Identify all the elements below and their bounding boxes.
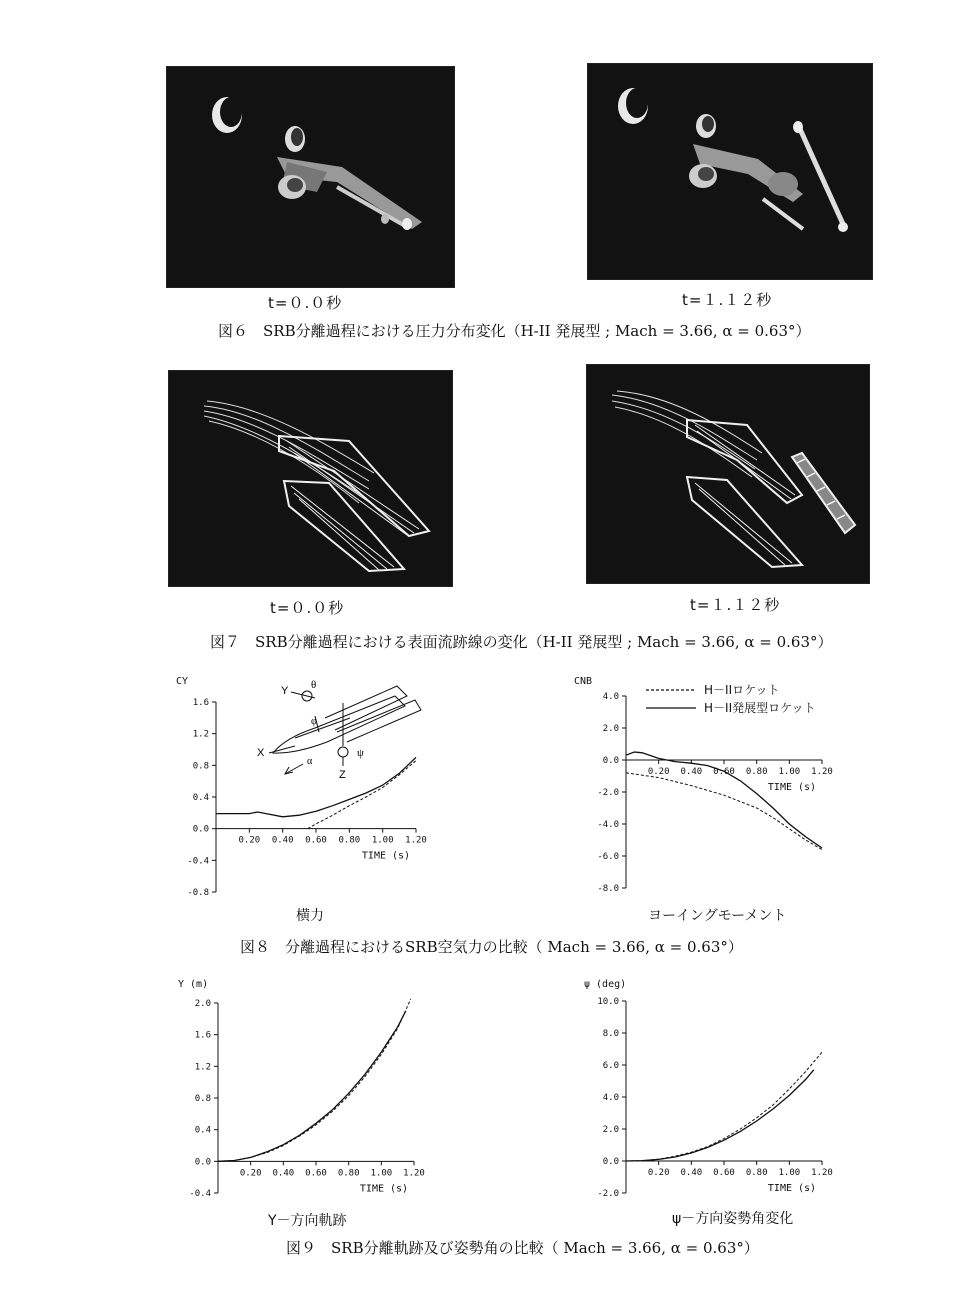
diagram-label-x: X: [257, 747, 265, 759]
fig8-caption: 図８ 分離過程におけるSRB空気力の比較（ Mach = 3.66, α = 0.63°）: [240, 938, 743, 956]
y-tick-label: 1.6: [192, 698, 209, 708]
x-tick-label: 0.20: [647, 767, 670, 777]
fig9-left-caption: Y－方向軌跡: [268, 1213, 347, 1229]
x-tick-label: 0.60: [713, 1168, 735, 1178]
fig6-image-t112: [587, 63, 873, 280]
y-tick-label: -0.4: [189, 1189, 211, 1199]
legend-label: H－II発展型ロケット: [704, 701, 816, 715]
y-tick-label: -6.0: [597, 852, 619, 862]
series-line-dashed: [626, 1052, 822, 1161]
x-tick-label: 1.20: [403, 1168, 425, 1179]
y-axis-title: ψ (deg): [584, 979, 627, 990]
series-line-solid: [626, 1070, 814, 1161]
chart-psi: [560, 975, 860, 1200]
streamline-render-t112: [587, 365, 869, 583]
y-tick-label: 4.0: [602, 692, 619, 702]
y-axis-title: CNB: [574, 676, 593, 687]
diagram-label-z: Z: [339, 769, 346, 781]
diagram-label-phi: φ: [311, 716, 317, 727]
fig7-image-t112: [586, 364, 870, 584]
fig6-time-right: t=１.１２秒: [682, 291, 773, 309]
x-tick-label: 1.20: [405, 835, 427, 846]
fig7-time-right: t=１.１２秒: [690, 596, 781, 614]
y-tick-label: 8.0: [602, 1029, 619, 1039]
fig6-time-left: t=０.０秒: [268, 294, 343, 312]
y-tick-label: -2.0: [597, 788, 619, 798]
fig6-caption: 図６ SRB分離過程における圧力分布変化（H-II 発展型 ; Mach = 3.66, α = 0.63°）: [218, 322, 811, 340]
diagram-label-alpha: α: [307, 756, 313, 767]
x-axis-title: TIME (s): [361, 850, 411, 862]
x-tick-label: 1.00: [371, 835, 394, 846]
x-tick-label: 0.80: [337, 1168, 360, 1179]
y-axis-title: CY: [176, 676, 189, 687]
rocket-axis-diagram: [255, 678, 425, 781]
chart-ytraj: [168, 975, 438, 1200]
chart-cnb: [560, 672, 860, 902]
series-line-dashed: [218, 999, 411, 1161]
fig9-caption: 図９ SRB分離軌跡及び姿勢角の比較（ Mach = 3.66, α = 0.63°）: [286, 1239, 759, 1257]
y-tick-label: -0.4: [187, 856, 209, 867]
x-axis-title: TIME (s): [767, 782, 817, 793]
fig8-left-caption: 横力: [296, 908, 324, 924]
x-tick-label: 0.20: [238, 835, 261, 846]
x-axis-title: TIME (s): [359, 1183, 409, 1195]
rocket-schematic: [255, 678, 425, 781]
x-tick-label: 1.00: [778, 1168, 801, 1178]
y-tick-label: -2.0: [597, 1189, 619, 1199]
fig7-image-t0: [168, 370, 453, 587]
y-tick-label: 10.0: [597, 997, 619, 1007]
y-tick-label: 6.0: [602, 1061, 619, 1071]
y-tick-label: 0.0: [602, 756, 619, 766]
x-tick-label: 0.60: [305, 835, 327, 846]
y-tick-label: 1.2: [192, 729, 209, 740]
x-tick-label: 0.80: [745, 767, 768, 777]
y-tick-label: 4.0: [602, 1093, 619, 1103]
y-tick-label: 0.0: [192, 824, 209, 835]
x-axis-title: TIME (s): [767, 1183, 817, 1194]
x-tick-label: 0.20: [239, 1168, 262, 1179]
pressure-render-t112: [588, 64, 872, 279]
y-tick-label: 1.6: [194, 1030, 211, 1041]
fig7-time-left: t=０.０秒: [270, 599, 345, 617]
x-tick-label: 1.00: [778, 767, 801, 777]
y-tick-label: -4.0: [597, 820, 619, 830]
diagram-label-psi: ψ: [357, 747, 364, 759]
y-tick-label: 2.0: [602, 724, 619, 734]
y-tick-label: -0.8: [187, 888, 209, 898]
fig7-caption: 図７ SRB分離過程における表面流跡線の変化（H-II 発展型 ; Mach = 3.66, α = 0.63°）: [210, 633, 833, 651]
y-axis-title: Y (m): [178, 979, 209, 990]
x-tick-label: 0.40: [272, 1168, 295, 1179]
chart-psi-svg: [560, 975, 860, 1200]
y-tick-label: 2.0: [602, 1125, 619, 1135]
x-tick-label: 0.80: [745, 1168, 768, 1178]
y-tick-label: 0.8: [192, 761, 209, 772]
y-tick-label: 0.4: [192, 793, 209, 803]
x-tick-label: 0.60: [713, 767, 735, 777]
y-tick-label: -8.0: [597, 884, 619, 894]
x-tick-label: 0.80: [338, 835, 361, 846]
x-tick-label: 0.40: [680, 767, 703, 777]
x-tick-label: 0.40: [680, 1168, 703, 1178]
fig8-right-caption: ヨーイングモーメント: [648, 908, 787, 924]
streamline-render-t0: [169, 371, 452, 586]
x-tick-label: 0.40: [271, 835, 294, 846]
diagram-label-y: Y: [281, 685, 289, 697]
y-tick-label: 0.0: [602, 1157, 619, 1167]
chart-ytraj-svg: [168, 975, 438, 1200]
legend-label: H－IIロケット: [704, 683, 780, 697]
x-tick-label: 1.20: [811, 767, 833, 777]
fig9-right-caption: ψ－方向姿勢角変化: [672, 1211, 794, 1227]
y-tick-label: 2.0: [194, 999, 211, 1009]
x-tick-label: 1.00: [370, 1168, 393, 1179]
x-tick-label: 1.20: [811, 1168, 833, 1178]
y-tick-label: 0.0: [194, 1157, 211, 1168]
x-tick-label: 0.60: [305, 1168, 327, 1179]
y-tick-label: 0.8: [194, 1094, 211, 1104]
y-tick-label: 0.4: [194, 1125, 211, 1136]
pressure-render-t0: [167, 67, 454, 287]
chart-cnb-svg: [560, 672, 860, 902]
series-line-solid: [218, 1011, 406, 1161]
diagram-label-theta: θ: [311, 679, 317, 691]
y-tick-label: 1.2: [194, 1062, 211, 1073]
x-tick-label: 0.20: [647, 1168, 670, 1178]
fig6-image-t0: [166, 66, 455, 288]
